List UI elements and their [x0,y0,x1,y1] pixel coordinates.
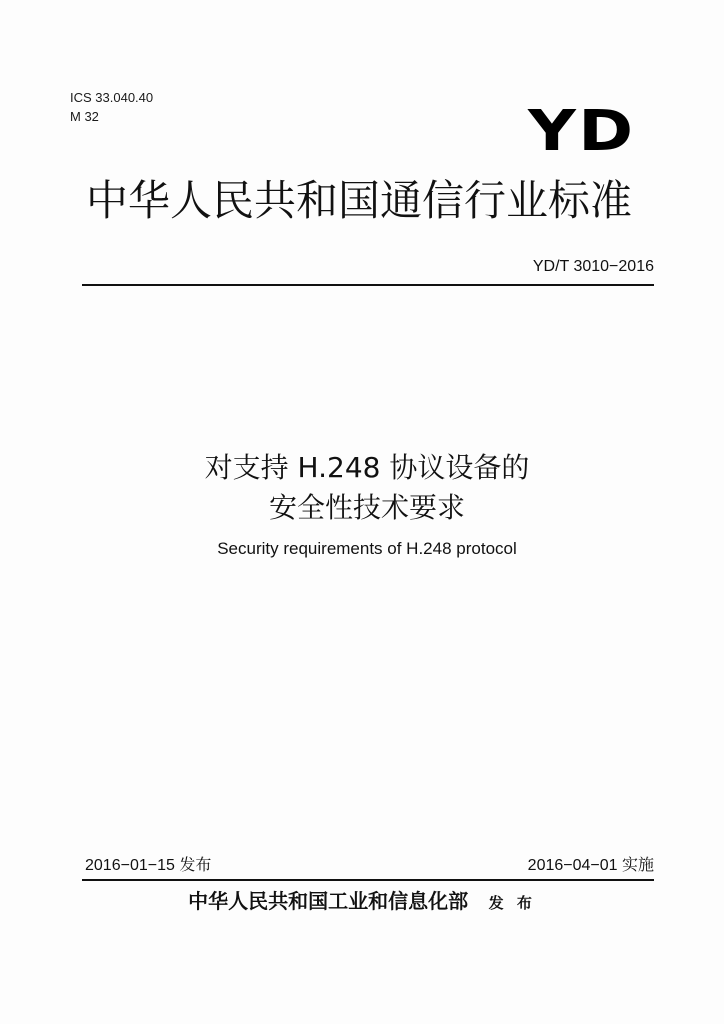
top-divider [82,284,654,286]
yd-logo [528,99,636,164]
document-title [0,448,724,560]
title-english: Security requirements of H.248 protocol [217,539,517,558]
classification-codes [70,88,153,126]
implementation-date: 2016−04−01 实施 [527,857,654,874]
date-row [82,854,654,878]
ics-code: ICS 33.040.40 [70,90,154,105]
publisher-verb: 发 布 [488,894,536,912]
issue-date: 2016−01−15 发布 [85,857,212,874]
standard-category-title: 中华人民共和国通信行业标准 [86,176,633,225]
classification-code: M 32 [70,109,99,124]
bottom-divider [82,879,654,881]
title-line-2: 安全性技术要求 [268,491,465,524]
standard-number: YD/T 3010−2016 [532,258,654,275]
publisher-name: 中华人民共和国工业和信息化部 [188,889,469,913]
title-line-1: 对支持 H.248 协议设备的 [204,451,530,484]
publisher-line [0,886,724,918]
logo-text: YD [528,99,636,164]
